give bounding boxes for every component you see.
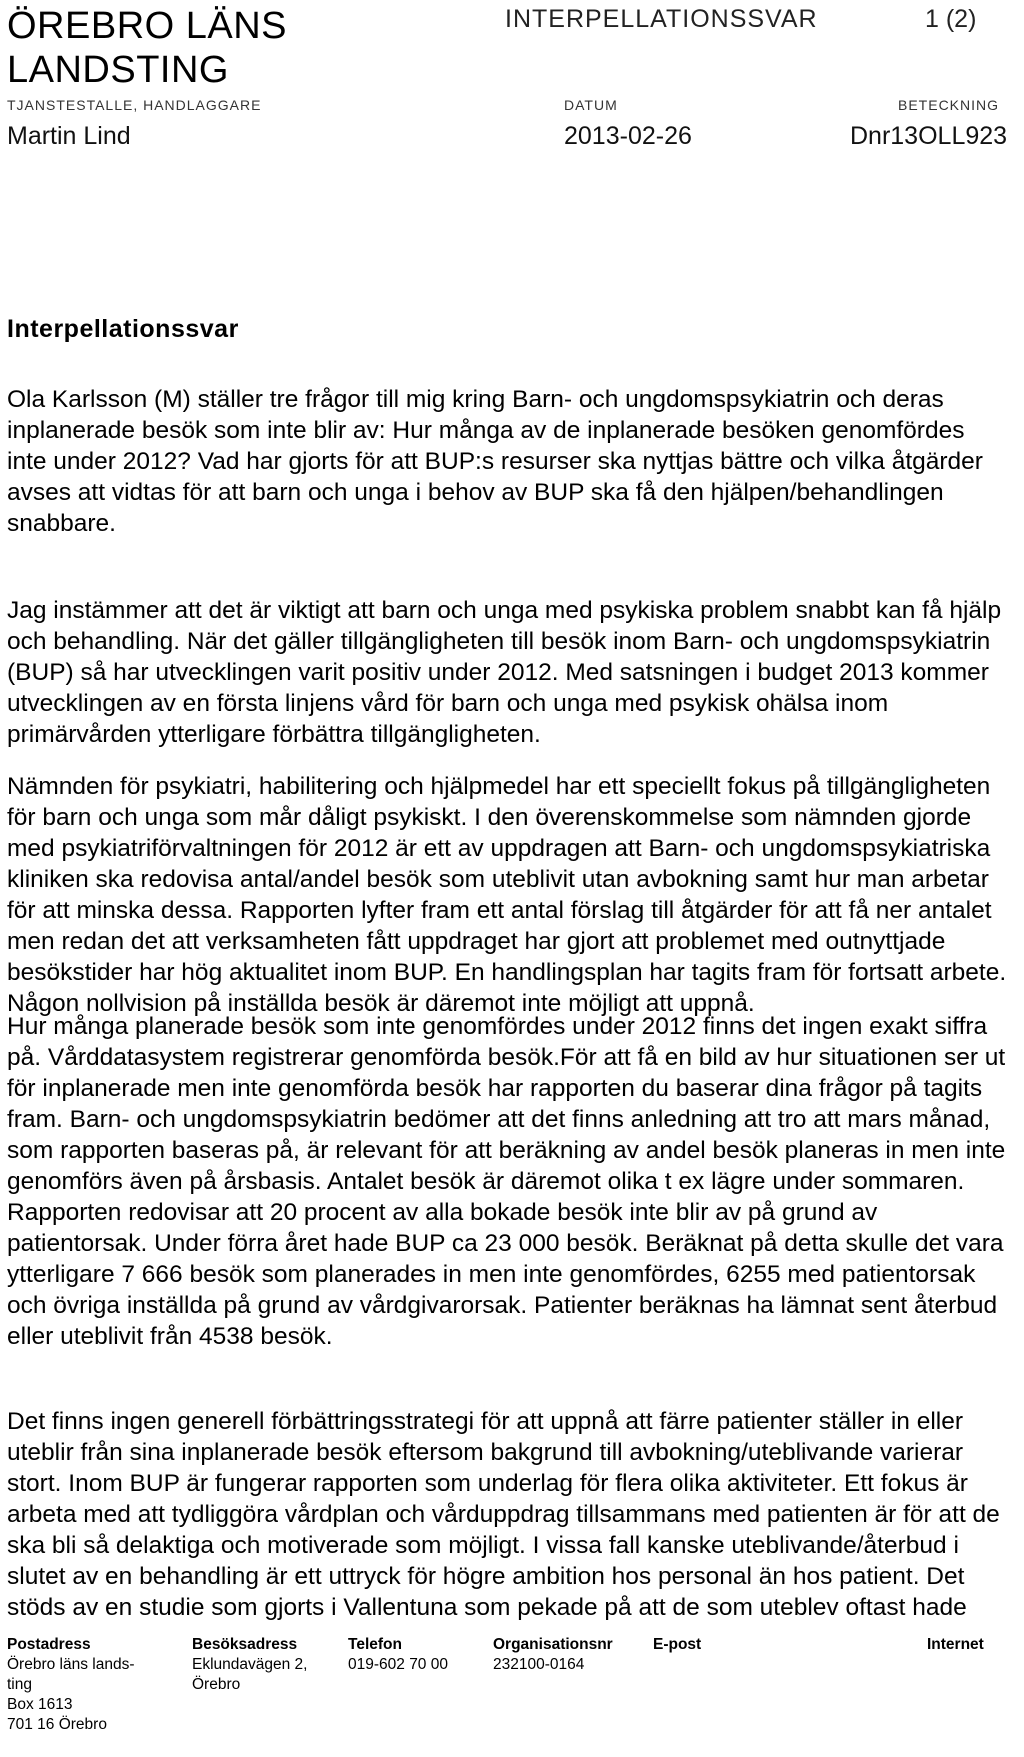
reference-label: BETECKNING xyxy=(898,97,1000,113)
footer-postal-label: Postadress xyxy=(7,1636,91,1653)
paragraph-3: Nämnden för psykiatri, habilitering och hjälpmedel har ett speciellt fokus på tillgängligheten för barn och unga som mår dåligt psykiskt. I den överenskommelse som nämnden gjorde med psykiatriförvaltningen för 2012 är ett av uppdragen att Barn- och ungdomspsykiatriska kliniken ska redovisa antal/andel besök som uteblivit utan avbokning samt hur man arbetar för att minska dessa. Rapporten lyfter fram ett antal förslag till åtgärder för att få ner antalet men redan det att verksamheten fått uppdraget har gjort att problemet med outnyttjade besökstider har hög aktualitet inom BUP. En handlingsplan har tagits fram för fortsatt arbete. Någon nollvision på inställda besök är däremot inte möjligt att uppnå. xyxy=(7,773,1007,1017)
paragraph-1: Ola Karlsson (M) ställer tre frågor till mig kring Barn- och ungdomspsykiatrin och deras inplanerade besök som inte blir av: Hur många av de inplanerade besöken genomfördes inte under 2012? Vad har gjorts för att BUP:s resurser ska nyttjas bättre och vilka åtgärder avses att vidtas för att barn och unga i behov av BUP ska få den hjälpen/behandlingen snabbare. xyxy=(7,386,983,537)
footer-internet-label: Internet xyxy=(927,1636,984,1653)
author-value: Martin Lind xyxy=(7,122,131,150)
org-name-line2: LANDSTING xyxy=(7,49,229,91)
footer-orgnr-value: 232100-0164 xyxy=(493,1656,585,1673)
footer-email-label: E-post xyxy=(653,1636,702,1653)
document-heading: Interpellationssvar xyxy=(7,315,239,343)
footer-postal-line: Box 1613 xyxy=(7,1696,73,1713)
organization-logo xyxy=(7,4,287,92)
date-value: 2013-02-26 xyxy=(564,122,692,150)
footer-email xyxy=(653,1635,701,1655)
footer-visit-label: Besöksadress xyxy=(192,1636,298,1653)
footer-phone xyxy=(348,1635,448,1675)
document-type: INTERPELLATIONSSVAR xyxy=(505,5,818,33)
footer-orgnr-label: Organisationsnr xyxy=(493,1636,613,1653)
reference-value: Dnr13OLL923 xyxy=(850,122,1008,150)
footer-postal-address xyxy=(7,1635,135,1735)
footer-postal-line: 701 16 Örebro xyxy=(7,1716,107,1733)
footer-phone-value: 019-602 70 00 xyxy=(348,1656,448,1673)
page-number: 1 (2) xyxy=(925,5,977,33)
org-name-line1: ÖREBRO LÄNS xyxy=(7,5,288,47)
footer-postal-line: ting xyxy=(7,1676,32,1693)
paragraph-2: Jag instämmer att det är viktigt att barn och unga med psykiska problem snabbt kan få hjälp och behandling. När det gäller tillgängligheten till besök inom Barn- och ungdomspsykiatrin (BUP) så har utvecklingen varit positiv under 2012. Med satsningen i budget 2013 kommer utvecklingen av en första linjens vård för barn och unga med psykisk ohälsa inom primärvården ytterligare förbättra tillgängligheten. xyxy=(7,597,1002,748)
paragraph-4: Hur många planerade besök som inte genomfördes under 2012 finns det ingen exakt siffra på. Vårddatasystem registrerar genomförda besök.För att få en bild av hur situationen ser ut för inplanerade men inte genomförda besök har rapporten du baserar dina frågor på tagits fram. Barn- och ungdomspsykiatrin bedömer att det finns anledning att tro att mars månad, som rapporten baseras på, är relevant för att beräkning av andel besök planeras in men inte genomförs även på årsbasis. Antalet besök är däremot olika t ex lägre under sommaren. Rapporten redovisar att 20 procent av alla bokade besök inte blir av på grund av patientorsak. Under förra året hade BUP ca 23 000 besök. Beräknat på detta skulle det vara ytterligare 7 666 besök som planerades in men inte genomfördes, 6255 med patientorsak och övriga inställda på grund av vårdgivarorsak. Patienter beräknas ha lämnat sent återbud eller uteblivit från 4538 besök. xyxy=(7,1013,1006,1350)
paragraph-5: Det finns ingen generell förbättringsstrategi för att uppnå att färre patienter ställer in eller uteblir från sina inplanerade besök eftersom bakgrund till avbokning/uteblivande varierar stort. Inom BUP är fungerar rapporten som underlag för flera olika aktiviteter. Ett fokus är arbeta med att tydliggöra vårdplan och vårduppdrag tillsammans med patienten är för att de ska bli så delaktiga och motiverade som möjligt. I vissa fall kanske uteblivande/återbud i slutet av en behandling är ett uttryck för högre ambition hos personal än hos patient. Det stöds av en studie som gjorts i Vallentuna som pekade på att de som uteblev oftast hade xyxy=(7,1408,1000,1621)
footer-postal-line: Örebro läns lands- xyxy=(7,1656,135,1673)
footer-visit-line: Örebro xyxy=(192,1676,241,1693)
footer-internet xyxy=(927,1635,984,1655)
footer-orgnr xyxy=(493,1635,613,1675)
date-label: DATUM xyxy=(564,97,618,113)
author-label: TJANSTESTALLE, HANDLAGGARE xyxy=(7,97,262,113)
footer-visit-line: Eklundavägen 2, xyxy=(192,1656,308,1673)
footer-phone-label: Telefon xyxy=(348,1636,402,1653)
footer-visit-address xyxy=(192,1635,307,1695)
